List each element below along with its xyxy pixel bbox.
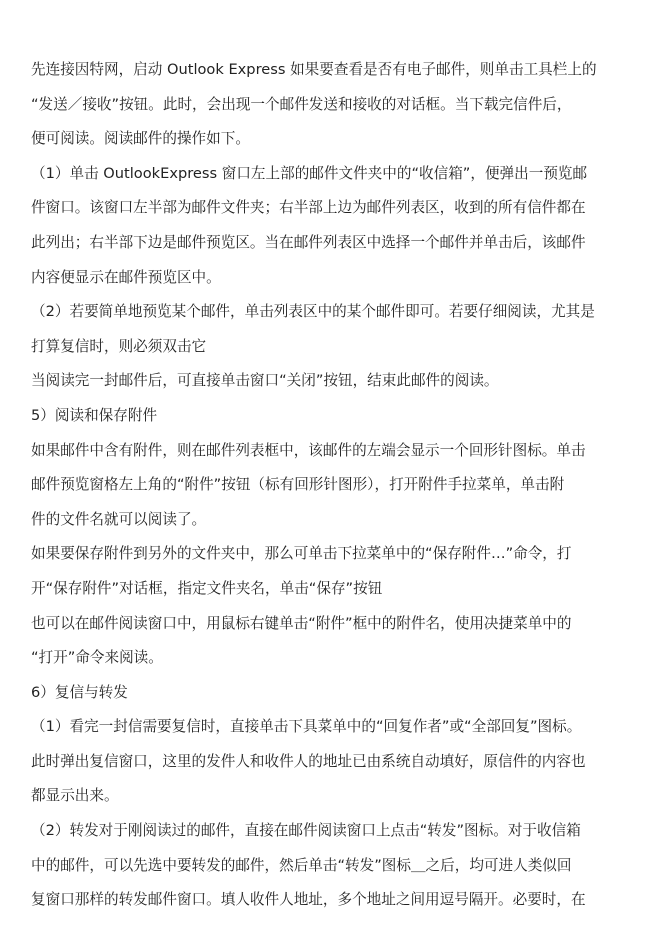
text-line-25: 复窗口那样的转发邮件窗口。填人收件人地址，多个地址之间用逗号隔开。必要时，在 bbox=[31, 891, 586, 909]
text-line-5: 件窗口。该窗口左半部为邮件文件夹；右半部上边为邮件列表区，收到的所有信件都在 bbox=[31, 199, 586, 217]
text-line-17: 也可以在邮件阅读窗口中，用鼠标右键单击“附件”框中的附件名，使用决捷菜单中的 bbox=[31, 614, 572, 632]
text-line-1: 先连接因特网，启动 Outlook Express 如果要查看是否有电子邮件，则单击工具栏上的 bbox=[31, 61, 597, 78]
text-line-3: 便可阅读。阅读邮件的操作如下。 bbox=[31, 130, 250, 148]
section-heading-5: 5）阅读和保存附件 bbox=[31, 406, 158, 424]
text-line-4: （1）单击 OutlookExpress 窗口左上部的邮件文件夹中的“收信箱”，便弹出一预览邮 bbox=[31, 164, 588, 182]
text-line-10: 当阅读完一封邮件后，可直接单击窗口“关闭”按钮，结束此邮件的阅读。 bbox=[31, 372, 499, 390]
text-line-16: 开“保存附件”对话框，指定文件夹名，单击“保存”按钮 bbox=[31, 579, 383, 597]
section-heading-6: 6）复信与转发 bbox=[31, 683, 128, 701]
text-line-13: 邮件预览窗格左上角的“附件”按钮（标有回形针图形），打开附件手拉菜单，单击附 bbox=[31, 476, 565, 494]
text-line-7: 内容便显示在邮件预览区中。 bbox=[31, 268, 221, 286]
text-line-23: （2）转发对于刚阅读过的邮件，直接在邮件阅读窗口上点击“转发”图标。对于收信箱 bbox=[31, 822, 581, 840]
text-line-20: （1）看完一封信需要复信时，直接单击下具菜单中的“回复作者”或“全部回复”图标。 bbox=[31, 718, 582, 736]
text-line-12: 如果邮件中含有附件，则在邮件列表框中，该邮件的左端会显示一个回形针图标。单击 bbox=[31, 441, 586, 459]
text-line-2: “发送／接收”按钮。此时，会出现一个邮件发送和接收的对话框。当下载完信件后， bbox=[31, 95, 572, 113]
text-line-8: （2）若要简单地预览某个邮件，单击列表区中的某个邮件即可。若要仔细阅读，尤其是 bbox=[31, 303, 595, 321]
text-line-22: 都显示出来。 bbox=[31, 787, 119, 805]
text-line-18: “打开”命令来阅读。 bbox=[31, 649, 163, 667]
text-line-24: 中的邮件，可以先选中要转发的邮件，然后单击“转发”图标＿之后，均可进人类似回 bbox=[31, 856, 572, 874]
text-line-6: 此列出；右半部下边是邮件预览区。当在邮件列表区中选择一个邮件并单击后，该邮件 bbox=[31, 233, 586, 251]
text-line-21: 此时弹出复信窗口，这里的发件人和收件人的地址已由系统自动填好，原信件的内容也 bbox=[31, 752, 586, 770]
text-line-9: 打算复信时，则必须双击它 bbox=[31, 337, 207, 355]
text-line-14: 件的文件名就可以阅读了。 bbox=[31, 510, 207, 528]
text-line-15: 如果要保存附件到另外的文件夹中，那么可单击下拉菜单中的“保存附件…”命令，打 bbox=[31, 545, 572, 563]
